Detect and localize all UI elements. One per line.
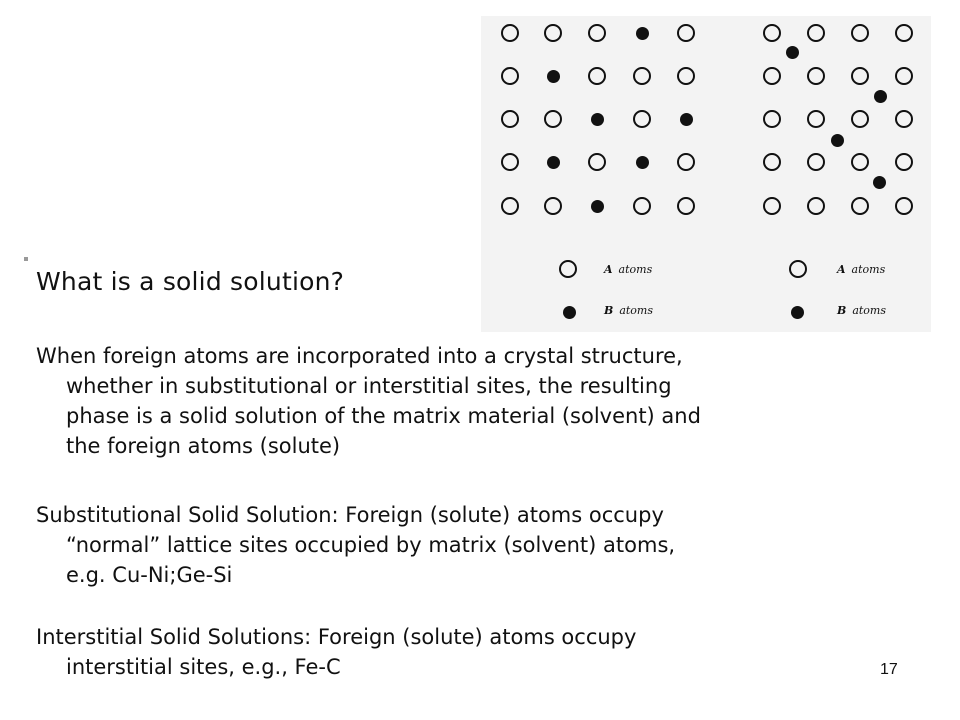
host-atom <box>544 24 562 42</box>
paragraph-line: Substitutional Solid Solution: Foreign (solute) atoms occupy <box>36 503 664 527</box>
host-atom <box>501 24 519 42</box>
host-atom <box>677 67 695 85</box>
host-atom <box>677 197 695 215</box>
host-atom <box>851 197 869 215</box>
host-atom <box>588 67 606 85</box>
interstitial-paragraph <box>36 622 636 682</box>
slide-title: What is a solid solution? <box>36 267 345 296</box>
substitutional-paragraph <box>36 500 675 590</box>
host-atom <box>807 110 825 128</box>
page-number: 17 <box>880 661 898 678</box>
host-atom <box>807 67 825 85</box>
host-atom <box>677 24 695 42</box>
host-atom <box>633 197 651 215</box>
paragraph-line: Interstitial Solid Solutions: Foreign (solute) atoms occupy <box>36 625 637 649</box>
host-atom <box>895 24 913 42</box>
host-atom <box>633 67 651 85</box>
host-atom <box>895 110 913 128</box>
paragraph-line: When foreign atoms are incorporated into a crystal structure, <box>36 344 683 368</box>
host-atom <box>807 24 825 42</box>
legend-b-atom-left <box>563 306 576 319</box>
paragraph-line: whether in substitutional or interstitial sites, the resulting <box>66 374 672 398</box>
host-atom <box>677 153 695 171</box>
solute-atom <box>636 27 649 40</box>
host-atom <box>763 24 781 42</box>
host-atom <box>763 67 781 85</box>
host-atom <box>895 67 913 85</box>
solute-atom <box>591 113 604 126</box>
host-atom <box>895 197 913 215</box>
host-atom <box>501 110 519 128</box>
host-atom <box>501 67 519 85</box>
slide-corner-mark <box>24 257 28 261</box>
host-atom <box>851 67 869 85</box>
host-atom <box>763 197 781 215</box>
legend-a-label-left: A atoms <box>604 263 653 276</box>
legend-b-atom-right <box>791 306 804 319</box>
host-atom <box>851 110 869 128</box>
solute-atom <box>591 200 604 213</box>
host-atom <box>588 24 606 42</box>
atom-lattice-figure <box>481 16 931 332</box>
host-atom <box>633 110 651 128</box>
host-atom <box>501 197 519 215</box>
legend-a-atom-right <box>789 260 807 278</box>
host-atom <box>544 110 562 128</box>
legend-b-label-right: B atoms <box>837 304 886 317</box>
host-atom <box>544 197 562 215</box>
host-atom <box>588 153 606 171</box>
host-atom <box>807 153 825 171</box>
host-atom <box>851 24 869 42</box>
legend-a-label-right: A atoms <box>837 263 886 276</box>
host-atom <box>895 153 913 171</box>
solute-atom <box>547 156 560 169</box>
solute-atom <box>680 113 693 126</box>
host-atom <box>501 153 519 171</box>
host-atom <box>763 153 781 171</box>
interstitial-atom <box>873 176 886 189</box>
legend-a-atom-left <box>559 260 577 278</box>
paragraph-line: phase is a solid solution of the matrix material (solvent) and <box>66 404 701 428</box>
solute-atom <box>636 156 649 169</box>
legend-b-label-left: B atoms <box>604 304 653 317</box>
host-atom <box>763 110 781 128</box>
interstitial-atom <box>874 90 887 103</box>
solute-atom <box>547 70 560 83</box>
paragraph-line: e.g. Cu-Ni;Ge-Si <box>66 563 233 587</box>
paragraph-line: “normal” lattice sites occupied by matrix (solvent) atoms, <box>66 533 676 557</box>
paragraph-line: interstitial sites, e.g., Fe-C <box>66 655 341 679</box>
host-atom <box>851 153 869 171</box>
paragraph-line: the foreign atoms (solute) <box>66 434 341 458</box>
interstitial-atom <box>831 134 844 147</box>
host-atom <box>807 197 825 215</box>
interstitial-atom <box>786 46 799 59</box>
definition-paragraph <box>36 341 701 461</box>
